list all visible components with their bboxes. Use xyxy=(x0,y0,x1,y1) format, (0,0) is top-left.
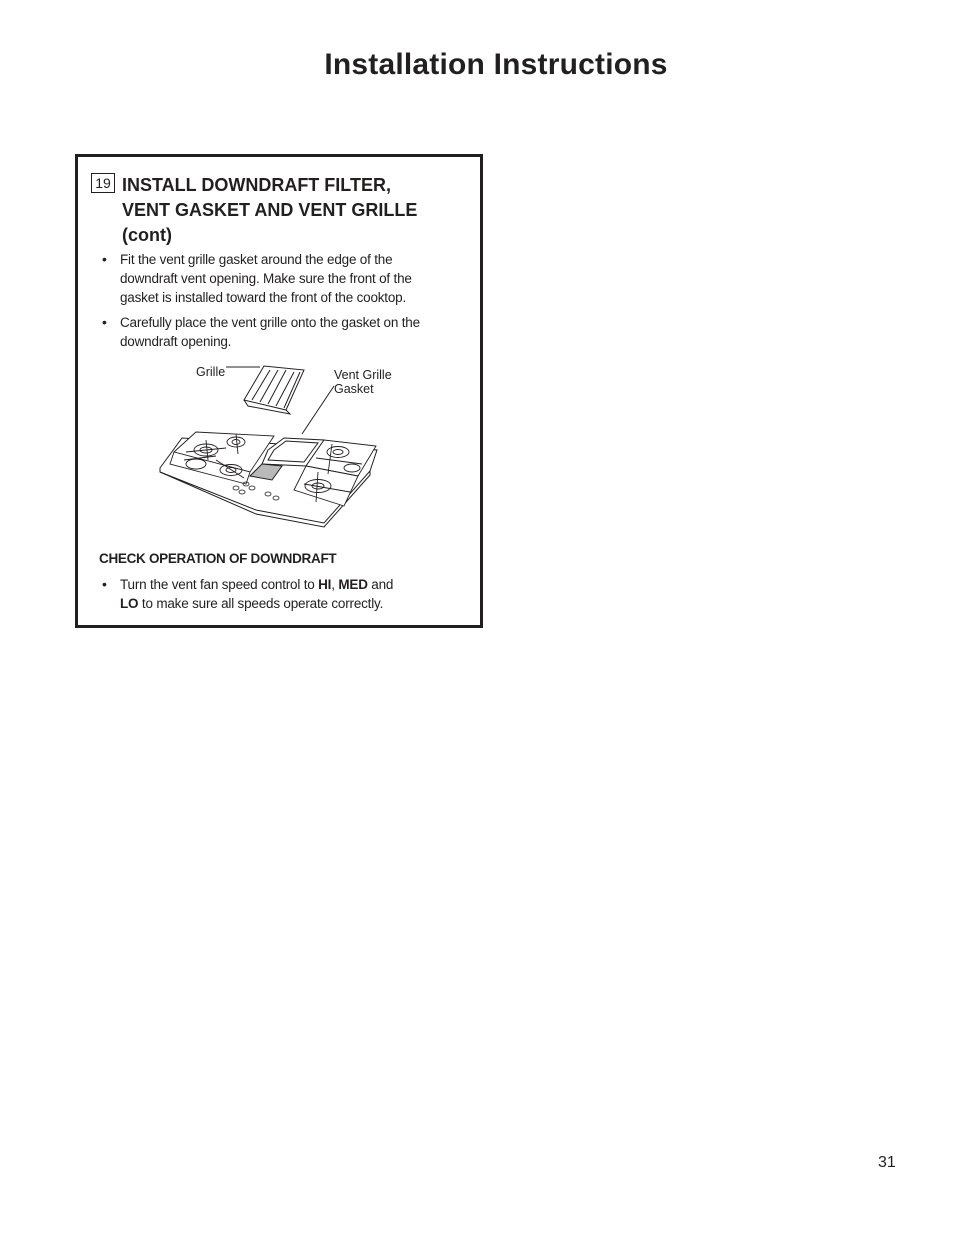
check-text-2: to make sure all speeds operate correctly. xyxy=(138,596,384,611)
check-bullet-list xyxy=(98,575,448,619)
instruction-box xyxy=(75,154,483,628)
gasket-leader-line xyxy=(302,386,334,434)
step-bullet-1: • Fit the vent grille gasket around the edge of the downdraft vent opening. Make sure the front of the gasket is installed toward the front of the cooktop. xyxy=(98,250,448,307)
page-title: Installation Instructions xyxy=(324,48,668,81)
and-text: and xyxy=(367,577,394,592)
callout-grille: Grille xyxy=(196,365,226,379)
speed-hi: HI xyxy=(318,577,332,592)
page-number: 31 xyxy=(878,1154,896,1171)
speed-med: MED xyxy=(338,577,368,592)
step-heading: INSTALL DOWNDRAFT FILTER, VENT GASKET AND VENT GRILLE (cont) xyxy=(122,175,418,245)
step-number: 19 xyxy=(91,173,115,193)
comma-separator: , xyxy=(331,577,339,592)
step-bullet-2: • Carefully place the vent grille onto the gasket on the downdraft opening. xyxy=(98,313,448,351)
vent-grille xyxy=(244,366,304,414)
check-bullet xyxy=(98,575,448,613)
check-text-1: Turn the vent fan speed control to xyxy=(120,577,319,592)
check-heading: CHECK OPERATION OF DOWNDRAFT xyxy=(99,551,337,566)
callout-vent-grille-gasket: Vent Grille Gasket xyxy=(334,368,392,396)
step-bullet-list xyxy=(98,250,448,357)
speed-lo: LO xyxy=(120,596,139,611)
